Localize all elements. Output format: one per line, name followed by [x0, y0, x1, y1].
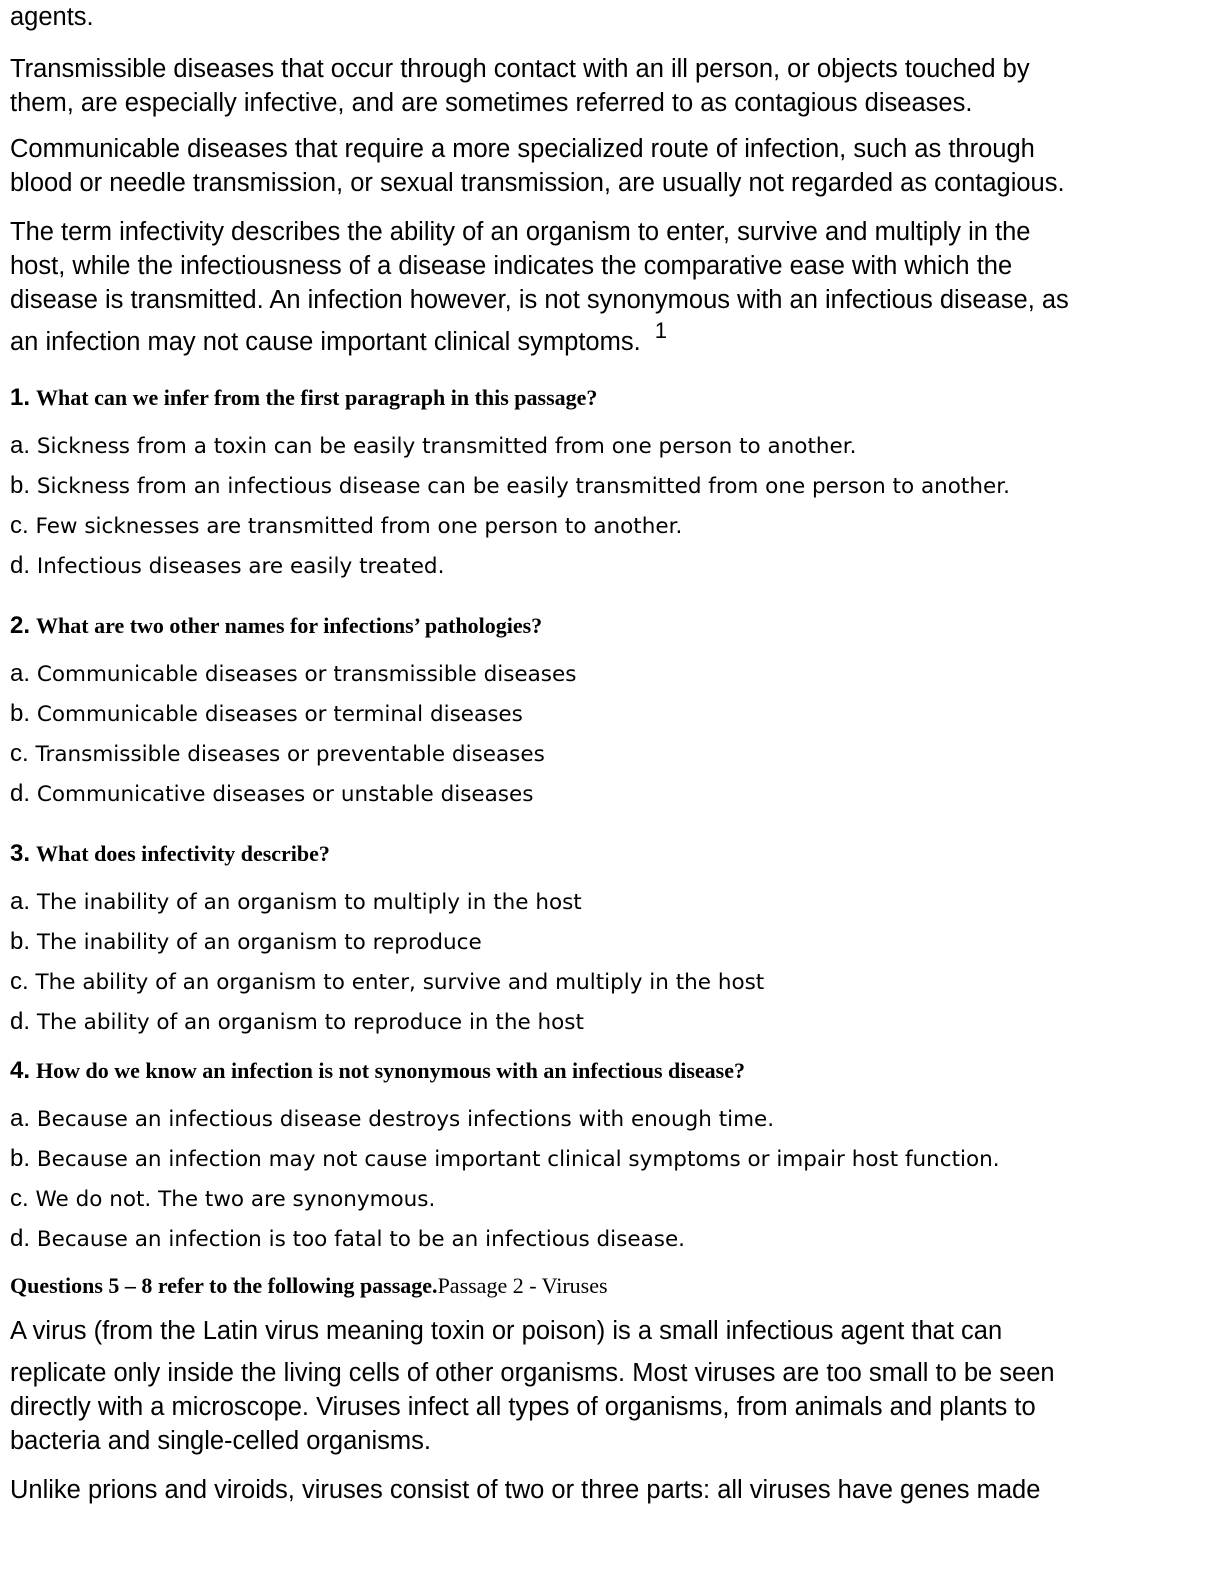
question-text: What can we infer from the first paragraph in this passage? [36, 385, 598, 410]
footnote-reference: 1 [654, 318, 667, 343]
question-1 [10, 384, 1010, 586]
question-number: 4. [10, 1057, 31, 1084]
question-text: How do we know an infection is not synonymous with an infectious disease? [36, 1058, 745, 1083]
section-heading: Questions 5 – 8 refer to the following passage.Passage 2 - Viruses [10, 1273, 608, 1298]
paragraph-communicable: Communicable diseases that require a more specialized route of infection, such as through blood or needle transmission, or sexual transmission, are usually not regarded as contagious. [10, 135, 1065, 197]
question-2 [10, 612, 576, 814]
question-heading [10, 612, 576, 640]
question-text: What does infectivity describe? [36, 841, 330, 866]
answer-option: a. Sickness from a toxin can be easily transmitted from one person to another. [10, 432, 857, 459]
answer-option: b. Sickness from an infectious disease can be easily transmitted from one person to another. [10, 472, 1010, 499]
answer-option: b. The inability of an organism to reproduce [10, 928, 482, 955]
question-heading [10, 384, 1010, 412]
answer-option: c. Few sicknesses are transmitted from one person to another. [10, 512, 683, 539]
answer-option: d. Because an infection is too fatal to be an infectious disease. [10, 1225, 686, 1252]
answer-option: d. Communicative diseases or unstable diseases [10, 780, 534, 807]
paragraph-virus: A virus (from the Latin virus meaning toxin or poison) is a small infectious agent that can replicate only inside the living cells of other organisms. Most viruses are too small to be seen directly with a microscope. Viruses infect all types of organisms, from animals and plants to bacteria and single-celled organisms. [10, 1317, 1055, 1455]
paragraph-infectivity: The term infectivity describes the ability of an organism to enter, survive and multiply in the host, while the infectiousness of a disease indicates the comparative ease with which the disease is transmitted. An infection however, is not synonymous with an infectious disease, as an infection may not cause important clinical symptoms. 1 [10, 218, 1069, 356]
question-heading [10, 840, 764, 868]
question-heading [10, 1057, 1000, 1085]
question-text: What are two other names for infections’ pathologies? [36, 613, 543, 638]
intro-tail: agents. [10, 3, 94, 31]
question-3 [10, 840, 764, 1042]
paragraph-transmissible: Transmissible diseases that occur through contact with an ill person, or objects touched by them, are especially infective, and are sometimes referred to as contagious diseases. [10, 55, 1030, 117]
answer-option: b. Because an infection may not cause important clinical symptoms or impair host function. [10, 1145, 1000, 1172]
answer-option: b. Communicable diseases or terminal diseases [10, 700, 523, 727]
answer-option: d. The ability of an organism to reproduce in the host [10, 1008, 584, 1035]
answer-option: a. The inability of an organism to multiply in the host [10, 888, 582, 915]
answer-option: a. Because an infectious disease destroys infections with enough time. [10, 1105, 775, 1132]
answer-option: a. Communicable diseases or transmissible diseases [10, 660, 577, 687]
question-4 [10, 1057, 1000, 1259]
question-number: 1. [10, 384, 31, 411]
paragraph-unlike: Unlike prions and viroids, viruses consist of two or three parts: all viruses have genes made [10, 1476, 1041, 1504]
answer-option: c. We do not. The two are synonymous. [10, 1185, 436, 1212]
question-number: 2. [10, 612, 31, 639]
answer-option: c. Transmissible diseases or preventable diseases [10, 740, 545, 767]
answer-option: d. Infectious diseases are easily treated. [10, 552, 445, 579]
answer-option: c. The ability of an organism to enter, survive and multiply in the host [10, 968, 765, 995]
question-number: 3. [10, 840, 31, 867]
